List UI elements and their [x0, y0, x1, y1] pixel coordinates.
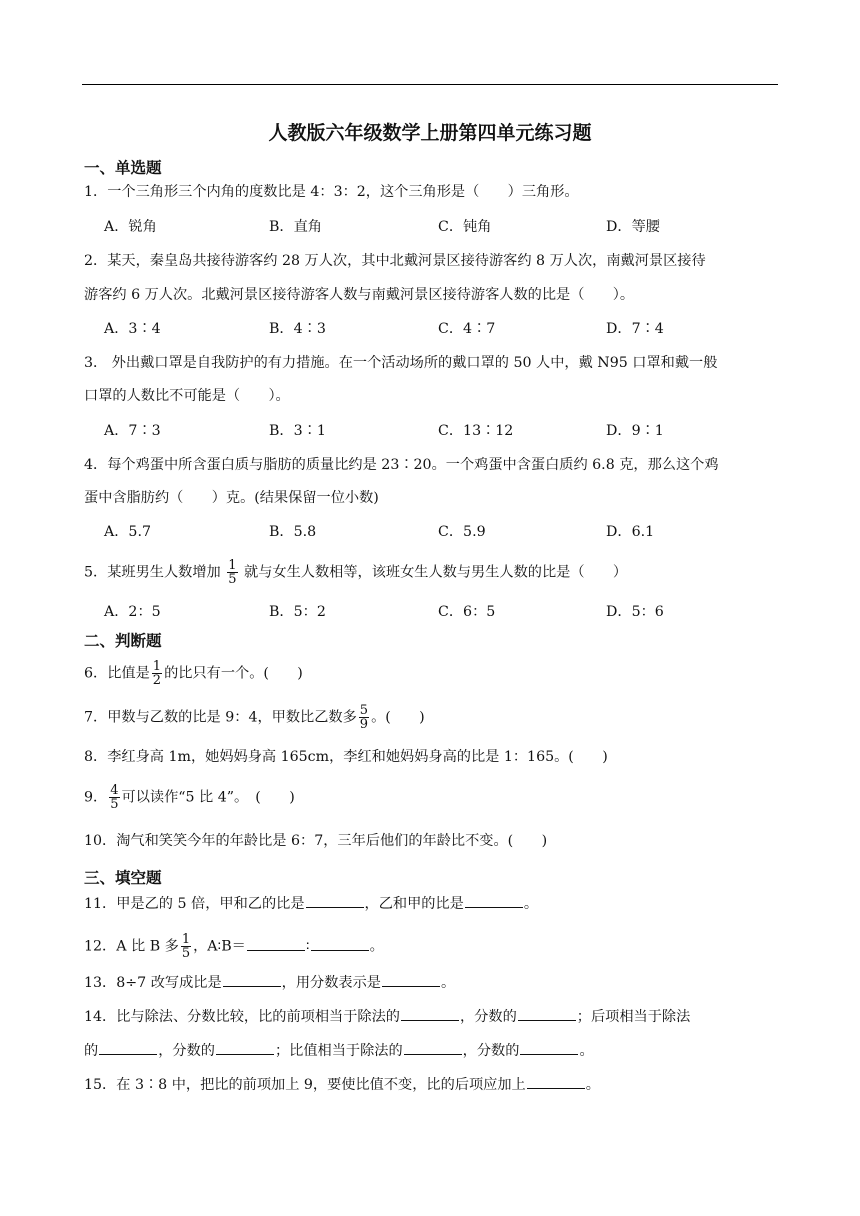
option-d[interactable]: D．5：6	[606, 604, 664, 620]
question-12	[84, 933, 384, 960]
answer-blank[interactable]	[382, 972, 440, 987]
fraction-numerator: 1	[152, 659, 162, 674]
option-c[interactable]: C．6：5	[438, 604, 496, 620]
question-3-line-2: 口罩的人数比不可能是（ ）。	[84, 388, 290, 404]
question-2-line-2: 游客约 6 万人次。北戴河景区接待游客人数与南戴河景区接待游客人数的比是（ ）。	[84, 287, 635, 303]
option-d[interactable]: D．7∶4	[606, 321, 664, 337]
option-a[interactable]: A．5.7	[104, 524, 151, 540]
fraction-denominator: 9	[359, 717, 369, 732]
question-11-text-a: 11．甲是乙的 5 倍，甲和乙的比是	[84, 896, 305, 912]
question-7-text-pre: 7．甲数与乙数的比是 9：4，甲数比乙数多	[84, 709, 357, 726]
answer-blank[interactable]	[223, 972, 281, 987]
fraction	[152, 660, 162, 687]
question-1: 1．一个三角形三个内角的度数比是 4：3：2，这个三角形是（ ）三角形。	[84, 184, 579, 200]
question-9-text-post: 可以读作“5 比 4”。 ( )	[121, 789, 295, 806]
question-14-line-1	[84, 1006, 690, 1027]
answer-blank[interactable]	[465, 893, 523, 908]
option-b[interactable]: B．4∶3	[269, 321, 326, 337]
question-12-text-c: ∶	[305, 938, 310, 955]
question-15-text-b: 。	[585, 1077, 600, 1093]
question-4-line-1: 4．每个鸡蛋中所含蛋白质与脂肪的质量比约是 23∶20。一个鸡蛋中含蛋白质约 6.8 克，那么这个鸡	[84, 457, 719, 473]
fraction-denominator: 5	[110, 797, 119, 812]
question-14-text-d: 的	[84, 1043, 99, 1059]
option-d[interactable]: D．6.1	[606, 524, 655, 540]
question-13-text-b: ，用分数表示是	[281, 975, 381, 991]
option-b[interactable]: B．5.8	[269, 524, 317, 540]
section-heading-true-false: 二、判断题	[84, 632, 162, 650]
option-a[interactable]: A．锐角	[104, 219, 157, 235]
option-a[interactable]: A．3∶4	[104, 321, 161, 337]
option-d[interactable]: D．等腰	[606, 219, 660, 235]
header-rule	[82, 84, 778, 85]
answer-blank[interactable]	[518, 1006, 576, 1021]
option-b[interactable]: B．直角	[269, 219, 322, 235]
option-c[interactable]: C．5.9	[438, 524, 486, 540]
fraction-numerator: 1	[228, 558, 237, 573]
option-b[interactable]: B．3∶1	[269, 423, 326, 439]
fraction	[359, 704, 369, 731]
fraction-denominator: 5	[181, 946, 191, 961]
option-a[interactable]: A．2：5	[104, 604, 161, 620]
question-4-options	[104, 522, 784, 542]
question-12-text-b: ，A∶B＝	[193, 938, 246, 955]
question-14-text-a: 14．比与除法、分数比较，比的前项相当于除法的	[84, 1009, 400, 1025]
question-1-options	[104, 217, 784, 237]
question-12-text-d: 。	[369, 938, 384, 955]
fraction	[109, 784, 119, 811]
fraction	[181, 933, 191, 960]
option-a[interactable]: A．7∶3	[104, 423, 161, 439]
question-14-text-f: ；比值相当于除法的	[274, 1043, 403, 1059]
question-15	[84, 1074, 600, 1095]
question-9-text-pre: 9．	[84, 789, 108, 806]
fraction-numerator: 5	[359, 703, 369, 718]
option-c[interactable]: C．钝角	[438, 219, 492, 235]
question-11-text-c: 。	[523, 896, 539, 912]
question-11	[84, 893, 538, 914]
question-11-text-b: ，乙和甲的比是	[364, 896, 464, 912]
question-2-line-1: 2．某天，秦皇岛共接待游客约 28 万人次，其中北戴河景区接待游客约 8 万人次，南戴河景区接待	[84, 253, 706, 269]
fraction-numerator: 4	[110, 783, 119, 798]
question-5-text-pre: 5．某班男生人数增加	[84, 564, 221, 581]
question-6-text-pre: 6．比值是	[84, 665, 150, 682]
section-heading-fill-blank: 三、填空题	[84, 869, 162, 887]
question-14-text-g: ，分数的	[462, 1043, 520, 1059]
fraction-denominator: 5	[228, 572, 237, 587]
question-5-text-post: 就与女生人数相等，该班女生人数与男生人数的比是（ ）	[244, 564, 628, 581]
question-5-options	[104, 602, 784, 622]
question-4-line-2: 蛋中含脂肪约（ ）克。(结果保留一位小数)	[84, 490, 379, 506]
question-13	[84, 972, 455, 993]
option-c[interactable]: C．4∶7	[438, 321, 496, 337]
question-7	[84, 704, 425, 731]
question-14-text-e: ，分数的	[158, 1043, 215, 1059]
question-13-text-a: 13．8÷7 改写成比是	[84, 975, 222, 991]
question-8: 8．李红身高 1m，她妈妈身高 165cm，李红和她妈妈身高的比是 1：165。( )	[84, 749, 608, 765]
answer-blank[interactable]	[520, 1040, 578, 1055]
answer-blank[interactable]	[216, 1040, 274, 1055]
option-b[interactable]: B．5：2	[269, 604, 326, 620]
question-6	[84, 660, 303, 687]
answer-blank[interactable]	[99, 1040, 157, 1055]
answer-blank[interactable]	[311, 936, 369, 951]
question-13-text-c: 。	[440, 975, 456, 991]
question-14-text-c: ；后项相当于除法	[576, 1009, 691, 1025]
option-d[interactable]: D．9∶1	[606, 423, 664, 439]
question-3-line-1: 3． 外出戴口罩是自我防护的有力措施。在一个活动场所的戴口罩的 50 人中，戴 N95 口罩和戴一般	[84, 355, 718, 371]
fraction-denominator: 2	[152, 673, 162, 688]
question-3-options	[104, 421, 784, 441]
answer-blank[interactable]	[306, 893, 364, 908]
answer-blank[interactable]	[404, 1040, 462, 1055]
question-14-line-2	[84, 1040, 594, 1061]
answer-blank[interactable]	[401, 1006, 459, 1021]
question-12-text-a: 12．A 比 B 多	[84, 938, 179, 955]
option-c[interactable]: C．13∶12	[438, 423, 514, 439]
question-14-text-h: 。	[579, 1043, 594, 1059]
question-2-options	[104, 319, 784, 339]
section-heading-single-choice: 一、单选题	[84, 159, 162, 177]
answer-blank[interactable]	[247, 936, 305, 951]
question-10: 10．淘气和笑笑今年的年龄比是 6：7，三年后他们的年龄比不变。( )	[84, 833, 548, 849]
fraction-numerator: 1	[181, 932, 191, 947]
question-14-text-b: ，分数的	[460, 1009, 517, 1025]
page-title: 人教版六年级数学上册第四单元练习题	[268, 122, 592, 144]
question-7-text-post: 。( )	[371, 709, 425, 726]
question-9	[84, 784, 295, 811]
question-15-text-a: 15．在 3∶8 中，把比的前项加上 9，要使比值不变，比的后项应加上	[84, 1077, 526, 1093]
fraction	[227, 559, 237, 586]
question-6-text-post: 的比只有一个。( )	[164, 665, 303, 682]
question-5	[84, 559, 627, 586]
answer-blank[interactable]	[527, 1074, 585, 1089]
